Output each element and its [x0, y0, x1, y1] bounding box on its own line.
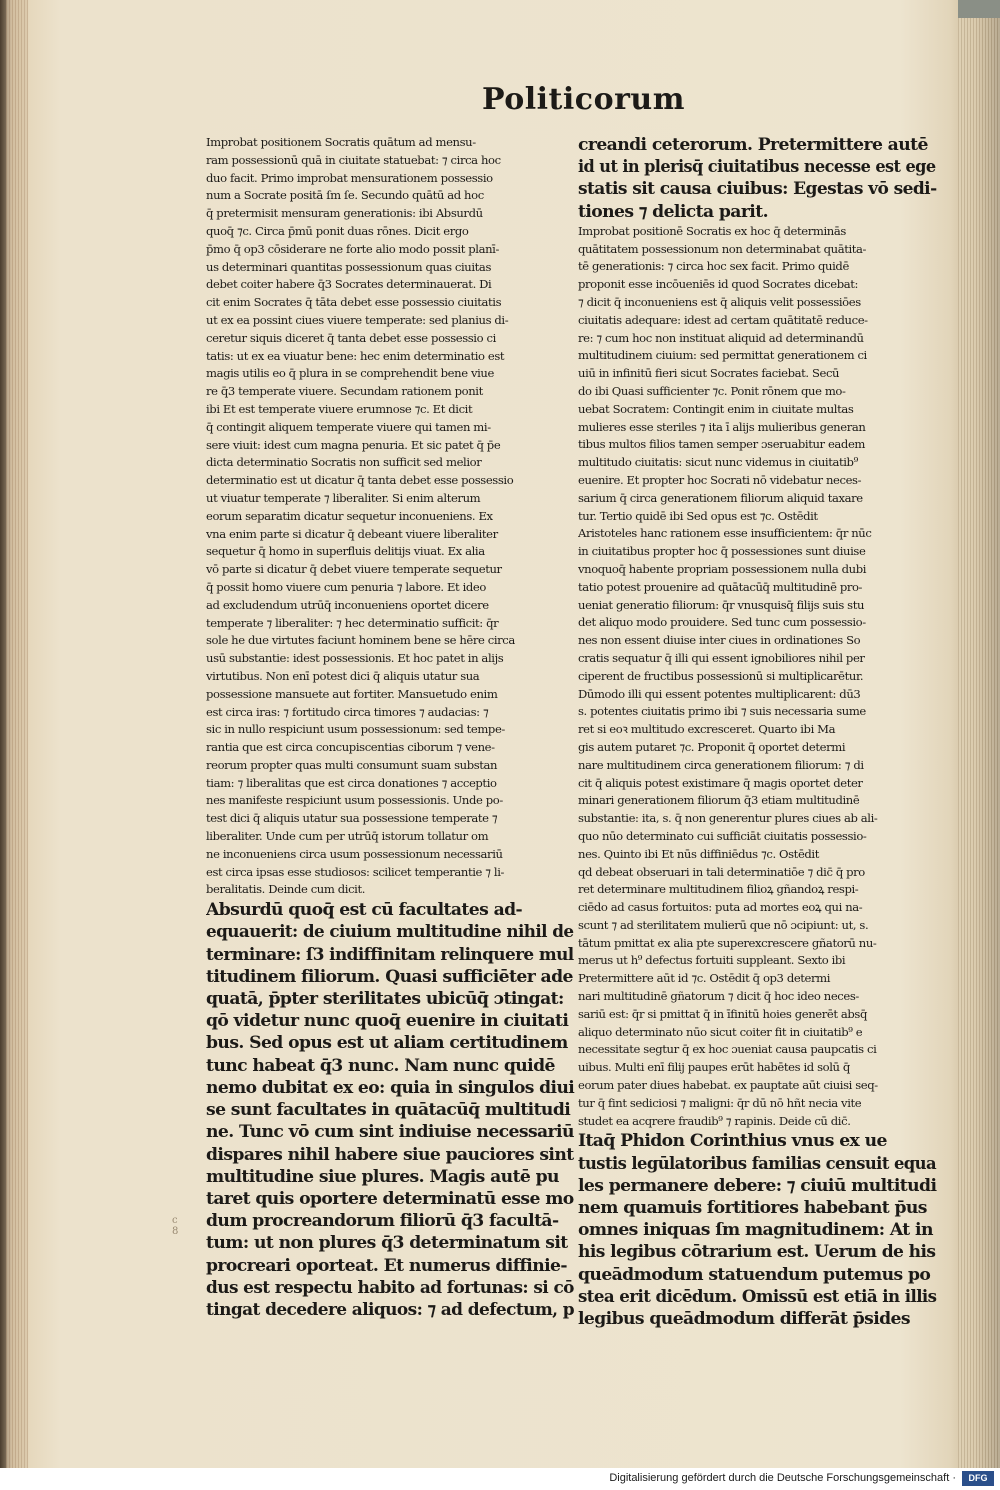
- text-line: gis autem putaret ⁊c. Proponit q̄ oportet determi: [578, 739, 846, 754]
- text-line: ut ex ea possint ciues viuere temperate: sed planius di-: [206, 312, 509, 327]
- text-line: dicta determinatio Socratis non sufficit sed melior: [206, 455, 482, 470]
- text-line: sere viuit: idest cum magna penuria. Et sic patet q̄ p̄e: [206, 437, 501, 452]
- text-line: re q̄3 temperate viuere. Secundam rationem ponit: [206, 384, 483, 399]
- text-line: uebat Socratem: Contingit enim in ciuitate multas: [578, 401, 854, 416]
- text-line: qō videtur nunc quoq̄ euenire in ciuitati: [206, 1011, 569, 1032]
- text-line: num a Socrate positā ſm ſe. Secundo quātū ad hoc: [206, 188, 484, 203]
- text-line: equauerit: de ciuium multitudine nihil de: [206, 922, 574, 943]
- text-line: terminare: ſ3 indiffinitam relinquere mul: [206, 944, 574, 965]
- text-line: cit q̄ aliquis potest existimare q̄ magis oportet deter: [578, 775, 863, 790]
- text-line: det aliquo modo prouidere. Sed tunc cum possessio-: [578, 615, 866, 630]
- text-line: ret determinare multitudinem filioꝝ gñandoꝝ respi-: [578, 882, 859, 897]
- text-line: ne. Tunc vō cum sint indiuise necessariū: [206, 1122, 574, 1143]
- text-line: tatis: ut ex ea viuatur bene: hec enim determinatio est: [206, 348, 505, 363]
- text-line: nari multitudinē gñatorum ⁊ dicit q̄ hoc ideo neces-: [578, 989, 859, 1004]
- text-line: eorum pater diues habebat. ex pauptate aūt ciuisi seq-: [578, 1078, 878, 1093]
- text-line: debet coiter habere q̄3 Socrates determinauerat. Di: [206, 277, 492, 292]
- right-column: [578, 134, 940, 1330]
- text-line: s. potentes ciuitatis primo ibi ⁊ suis necessaria sume: [578, 704, 866, 719]
- text-line: omnes iniquas ſm magnitudinem: At in: [578, 1220, 933, 1241]
- text-line: ueniat generatio filiorum: q̄r vnusquisq̄ filijs suis stu: [578, 597, 865, 612]
- text-line: q̄ contingit aliquem temperate viuere qui tamen mi-: [206, 419, 491, 434]
- text-line: multitudo ciuitatis: sicut nunc videmus in ciuitatib⁹: [578, 455, 858, 470]
- bookmark-ribbon: [958, 0, 1000, 18]
- left-page-edge: [6, 0, 28, 1468]
- text-line: ciēdo ad casus fortuitos: puta ad mortes eoꝝ qui na-: [578, 900, 863, 915]
- text-line: ret si eoꝛ multitudo excresceret. Quarto ibi Ma: [578, 722, 836, 737]
- text-line: in ciuitatibus propter hoc q̄ possessiones sunt diuise: [578, 544, 866, 559]
- text-line: nes manifeste respiciunt usum possessionis. Unde po-: [206, 793, 503, 808]
- text-line: cratis sequatur q̄ illi qui essent ignobiliores nihil per: [578, 650, 865, 665]
- text-line: quātitatem possessionum non determinabat quātita-: [578, 241, 867, 256]
- text-line: dus est respectu habito ad fortunas: si cō: [206, 1277, 574, 1298]
- text-line: nes. Quinto ibi Et nūs diffiniēdus ⁊c. Ostēdit: [578, 846, 819, 861]
- text-line: mulieres esse steriles ⁊ ita ī alijs mulieribus generan: [578, 419, 866, 434]
- text-line: uiū in infinitū fieri sicut Socrates faciebat. Secū: [578, 366, 840, 381]
- text-line: ⁊ dicit q̄ inconueniens est q̄ aliquis velit possessiōes: [578, 295, 861, 309]
- text-line: proponit esse incōueniēs id quod Socrates dicebat:: [578, 277, 859, 292]
- text-line: nem quamuis fortitiores habebant p̄us: [578, 1198, 927, 1219]
- text-line: nare multitudinem circa generationem filiorum: ⁊ di: [578, 757, 864, 772]
- text-line: q̄ pretermisit mensuram generationis: ibi Absurdū: [206, 206, 483, 221]
- text-line: Improbat positionē Socratis ex hoc q̄ determinās: [578, 223, 846, 238]
- text-line: tur q̄ fint sediciosi ⁊ maligni: q̄r dū nō hñt necia vite: [578, 1095, 862, 1110]
- text-line: tur. Tertio quidē ibi Sed opus est ⁊c. Ostēdit: [578, 508, 818, 523]
- text-line: tum: ut non plures q̄3 determinatum sit: [206, 1233, 568, 1254]
- text-line: ciuitatis adequare: idest ad certam quātitatē reduce-: [578, 312, 868, 327]
- left-commentary-block: [206, 134, 578, 899]
- text-line: qd debeat obseruari in tali determinatiōe ⁊ dic̄ q̄ pro: [578, 864, 865, 879]
- text-line: p̄mo q̄ op3 cōsiderare ne forte alio modo possit planī-: [206, 241, 499, 256]
- text-line: dispares nihil habere siue pauciores sint: [206, 1144, 574, 1165]
- text-line: his legibus cōtrarium est. Uerum de his: [578, 1242, 936, 1263]
- text-line: us determinari quantitas possessionum quas ciuitas: [206, 259, 491, 274]
- text-line: quatā, p̄pter sterilitates ubicūq̄ ɔtingat:: [206, 989, 564, 1010]
- text-line: possessione mansuete aut fortiter. Mansuetudo enim: [206, 686, 498, 701]
- text-line: quo nūo determinato cui sufficiāt ciuitatis possessio-: [578, 828, 867, 843]
- text-line: taret quis oportere determinatū esse mo: [206, 1188, 574, 1209]
- text-line: tingat decedere aliquos: ⁊ ad defectum, p: [206, 1299, 575, 1320]
- text-line: procreari oporteat. Et numerus diffinie-: [206, 1255, 567, 1276]
- text-line: dum procreandorum filiorū q̄3 facultā-: [206, 1211, 559, 1232]
- text-line: tiones ⁊ delicta parit.: [578, 201, 768, 222]
- text-line: Improbat positionem Socratis quātum ad mensu-: [206, 135, 476, 149]
- text-line: est circa ipsas esse studiosos: scilicet temperantie ⁊ li-: [206, 864, 505, 879]
- text-line: aliquo determinato nūo sicut coiter fit in ciuitatib⁹ e: [578, 1024, 863, 1039]
- text-line: est circa iras: ⁊ fortitudo circa timores ⁊ audacias: ⁊: [206, 704, 489, 719]
- text-line: rantia que est circa concupiscentias ciborum ⁊ vene-: [206, 740, 495, 755]
- text-line: sequetur q̄ homo in superfluis delitijs viuat. Ex alia: [206, 544, 485, 559]
- running-head: Politicorum: [482, 82, 685, 117]
- text-line: test dici q̄ aliquis utatur sua possessione temperate ⁊: [206, 811, 498, 826]
- text-line: multitudinem ciuium: sed permittat generationem ci: [578, 348, 867, 363]
- text-line: les permanere debere: ⁊ ciuiū multitudi: [578, 1175, 937, 1196]
- funding-notice: Digitalisierung gefördert durch die Deutsche Forschungsgemeinschaft ·: [609, 1472, 956, 1484]
- text-line: bus. Sed opus est ut aliam certitudinem: [206, 1033, 568, 1054]
- text-line: q̄ possit homo viuere cum penuria ⁊ labore. Et ideo: [206, 579, 486, 594]
- text-line: vō parte si dicatur q̄ debet viuere temperate sequetur: [206, 562, 502, 577]
- dfg-logo-icon: DFG: [962, 1471, 994, 1486]
- text-line: Absurdū quoq̄ est cū facultates ad-: [206, 900, 523, 921]
- text-line: Aristoteles hanc rationem esse insufficientem: q̄r nūc: [578, 526, 872, 541]
- right-text-block-top: [578, 134, 940, 223]
- text-line: beralitatis. Deinde cum dicit.: [206, 882, 366, 897]
- printed-page: [30, 0, 958, 1468]
- text-line: eorum separatim dicatur sequetur inconueniens. Ex: [206, 508, 493, 523]
- text-line: usū substantie: idest possessionis. Et hoc patet in alijs: [206, 651, 504, 666]
- signature-mark: c 8: [172, 1215, 179, 1237]
- text-line: magis utilis eo q̄ plura in se comprehendit bene viue: [206, 366, 494, 381]
- text-line: duo facit. Primo improbat mensurationem possessio: [206, 170, 493, 185]
- text-line: minari generationem filiorum q̄3 etiam multitudinē: [578, 793, 860, 808]
- text-line: tiam: ⁊ liberalitas que est circa donationes ⁊ acceptio: [206, 775, 497, 790]
- footer-bar: [0, 1468, 1000, 1490]
- text-line: temperate ⁊ liberaliter: ⁊ hec determinatio sufficit: q̄r: [206, 615, 499, 630]
- text-line: liberaliter. Unde cum per utrūq̄ istorum tollatur om: [206, 829, 489, 844]
- text-line: tunc habeat q̄3 nunc. Nam nunc quidē: [206, 1055, 555, 1076]
- right-commentary-block: [578, 223, 940, 1131]
- right-page-edges: [958, 0, 1000, 1468]
- text-line: vna enim parte si dicatur q̄ debeant viuere liberaliter: [206, 526, 498, 541]
- text-line: ut viuatur temperate ⁊ liberaliter. Si enim alterum: [206, 490, 481, 505]
- text-line: cit enim Socrates q̄ tāta debet esse possessio ciuitatis: [206, 295, 502, 310]
- text-line: virtutibus. Non enī potest dici q̄ aliquis utatur sua: [206, 668, 480, 683]
- text-line: uibus. Multi enī filij paupes erūt habētes id solū q̄: [578, 1060, 850, 1075]
- text-line: sariū est: q̄r si pmittat q̄ in īfinitū hoies generēt absq̄: [578, 1006, 867, 1021]
- text-line: ne inconueniens circa usum possessionum necessariū: [206, 846, 503, 861]
- text-line: statis sit causa ciuibus: Egestas vō sedi-: [578, 179, 937, 200]
- text-line: titudinem filiorum. Quasi sufficiēter ade: [206, 966, 573, 987]
- left-column: [206, 134, 578, 1321]
- right-text-block-bottom: [578, 1130, 940, 1330]
- text-line: reorum propter quas multi consumunt suam substan: [206, 757, 498, 772]
- text-line: legibus queādmodum differāt p̄sides: [578, 1309, 910, 1330]
- text-line: quoq̄ ⁊c. Circa p̄mū ponit duas rōnes. Dicit ergo: [206, 223, 469, 238]
- text-line: scunt ⁊ ad sterilitatem mulierū que nō ɔcipiunt: ut, s.: [578, 917, 869, 932]
- left-text-block: [206, 899, 578, 1321]
- text-line: queādmodum statuendum putemus po: [578, 1264, 931, 1285]
- text-line: id ut in plerisq̄ ciuitatibus necesse est ege: [578, 157, 936, 178]
- text-line: tātum pmittat ex alia pte superexcrescere gñatorū nu-: [578, 935, 877, 950]
- text-line: nes non essent diuise inter ciues in ordinationes So: [578, 633, 861, 648]
- text-line: stea erit dicēdum. Omissū est etiā in illis: [578, 1286, 937, 1307]
- text-line: se sunt facultates in quātacūq̄ multitudi: [206, 1100, 571, 1121]
- text-line: ciperent de fructibus possessionū si multiplicarētur.: [578, 668, 864, 683]
- text-line: Pretermittere aūt id ⁊c. Ostēdit q̄ op3 determi: [578, 971, 831, 986]
- text-line: Dūmodo illi qui essent potentes multiplicarent: dū3: [578, 686, 861, 701]
- text-line: re: ⁊ cum hoc non instituat aliquid ad determinandū: [578, 330, 864, 345]
- text-line: studet ea acqrere fraudib⁹ ⁊ rapinis. Deide cū dic̄.: [578, 1113, 851, 1128]
- text-line: sole he due virtutes faciunt hominem bene se hēre circa: [206, 633, 515, 648]
- text-line: tē generationis: ⁊ circa hoc sex facit. Primo quidē: [578, 259, 849, 274]
- text-line: tatio potest prouenire ad quātacūq̄ multitudinē pro-: [578, 579, 863, 594]
- text-line: tibus multos filios tamen semper ɔseruabitur eadem: [578, 437, 866, 452]
- text-line: vnoquoq̄ habente propriam possessionem nulla dubi: [578, 561, 867, 576]
- text-line: ibi Et est temperate viuere erumnose ⁊c. Et dicit: [206, 401, 473, 416]
- text-line: sic in nullo respiciunt usum possessionum: sed tempe-: [206, 722, 505, 737]
- text-line: ram possessionū quā in ciuitate statuebat: ⁊ circa hoc: [206, 152, 501, 167]
- text-line: substantie: ita, s. q̄ non generentur plures ciues ab ali-: [578, 811, 878, 826]
- text-line: ceretur siquis diceret q̄ tanta debet esse possessio ci: [206, 330, 496, 345]
- text-line: nemo dubitat ex eo: quia in singulos diui: [206, 1077, 575, 1098]
- text-line: tustis legūlatoribus familias censuit equa: [578, 1153, 937, 1174]
- text-line: Itaq̄ Phidon Corinthius vnus ex ue: [578, 1131, 887, 1152]
- text-line: merus ut h⁹ defectus fortuiti suppleant. Sexto ibi: [578, 953, 846, 968]
- text-line: do ibi Quasi sufficienter ⁊c. Ponit rōnem que mo-: [578, 383, 846, 398]
- text-line: creandi ceterorum. Pretermittere autē: [578, 135, 928, 155]
- text-line: ad excludendum utrūq̄ inconueniens oportet dicere: [206, 597, 489, 612]
- text-line: sarium q̄ circa generationem filiorum aliquid taxare: [578, 490, 863, 505]
- text-line: euenire. Et propter hoc Socrati nō videbatur neces-: [578, 472, 862, 487]
- text-line: determinatio est ut dicatur q̄ tanta debet esse possessio: [206, 473, 514, 488]
- text-line: necessitate segtur q̄ ex hoc ɔueniat causa paupcatis ci: [578, 1042, 877, 1057]
- text-line: multitudine siue plures. Magis autē pu: [206, 1166, 559, 1187]
